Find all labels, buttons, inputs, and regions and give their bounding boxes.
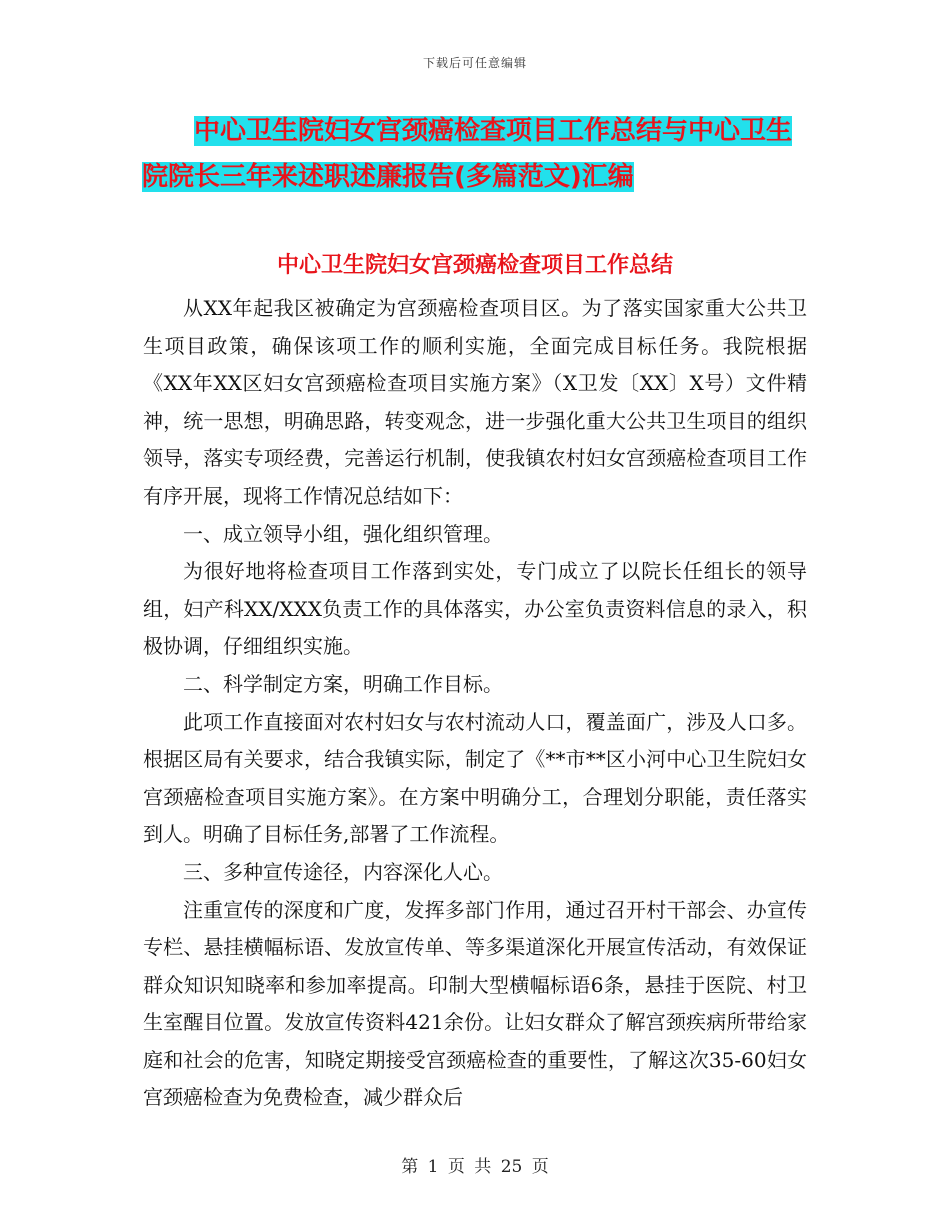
paragraph-intro: 从XX年起我区被确定为宫颈癌检查项目区。为了落实国家重大公共卫生项目政策，确保该项工作的顺利实施，全面完成目标任务。我院根据《XX年XX区妇女宫颈癌检查项目实施方案》（X卫发〔XX〕X号）文件精神，统一思想，明确思路，转变观念，进一步强化重大公共卫生项目的组织领导，落实专项经费，完善运行机制，使我镇农村妇女宫颈癌检查项目工作有序开展，现将工作情况总结如下： [143,296,807,508]
document-title-line-2 [142,154,814,200]
page-number: 第 1 页 共 25 页 [401,1157,549,1177]
document-title-line-1 [194,108,814,154]
paragraph-1: 为很好地将检查项目工作落到实处，专门成立了以院长任组长的领导组，妇产科XX/XXX负责工作的具体落实，办公室负责资料信息的录入，积极协调，仔细组织实施。 [143,559,807,659]
heading-3: 三、多种宣传途径，内容深化人心。 [183,859,503,884]
heading-1: 一、成立领导小组，强化组织管理。 [183,521,503,546]
paragraph-2: 此项工作直接面对农村妇女与农村流动人口，覆盖面广，涉及人口多。根据区局有关要求，结合我镇实际，制定了《**市**区小河中心卫生院妇女宫颈癌检查项目实施方案》。在方案中明确分工，合理划分职能，责任落实到人。明确了目标任务,部署了工作流程。 [143,709,807,847]
document-title-line-2-text: 院院长三年来述职述廉报告(多篇范文)汇编 [142,162,634,192]
heading-2: 二、科学制定方案，明确工作目标。 [183,671,503,696]
document-title-line-1-text: 中心卫生院妇女宫颈癌检查项目工作总结与中心卫生 [194,116,793,146]
document-body [143,290,807,1117]
paragraph-3: 注重宣传的深度和广度，发挥多部门作用，通过召开村干部会、办宣传专栏、悬挂横幅标语、发放宣传单、等多渠道深化开展宣传活动，有效保证群众知识知晓率和参加率提高。印制大型横幅标语6条，悬挂于医院、村卫生室醒目位置。发放宣传资料421余份。让妇女群众了解宫颈疾病所带给家庭和社会的危害，知晓定期接受宫颈癌检查的重要性，了解这次35-60妇女宫颈癌检查为免费检查，减少群众后 [143,897,807,1110]
document-title [142,108,814,200]
section-title: 中心卫生院妇女宫颈癌检查项目工作总结 [276,253,673,278]
page-header-note: 下载后可任意编辑 [422,56,527,70]
